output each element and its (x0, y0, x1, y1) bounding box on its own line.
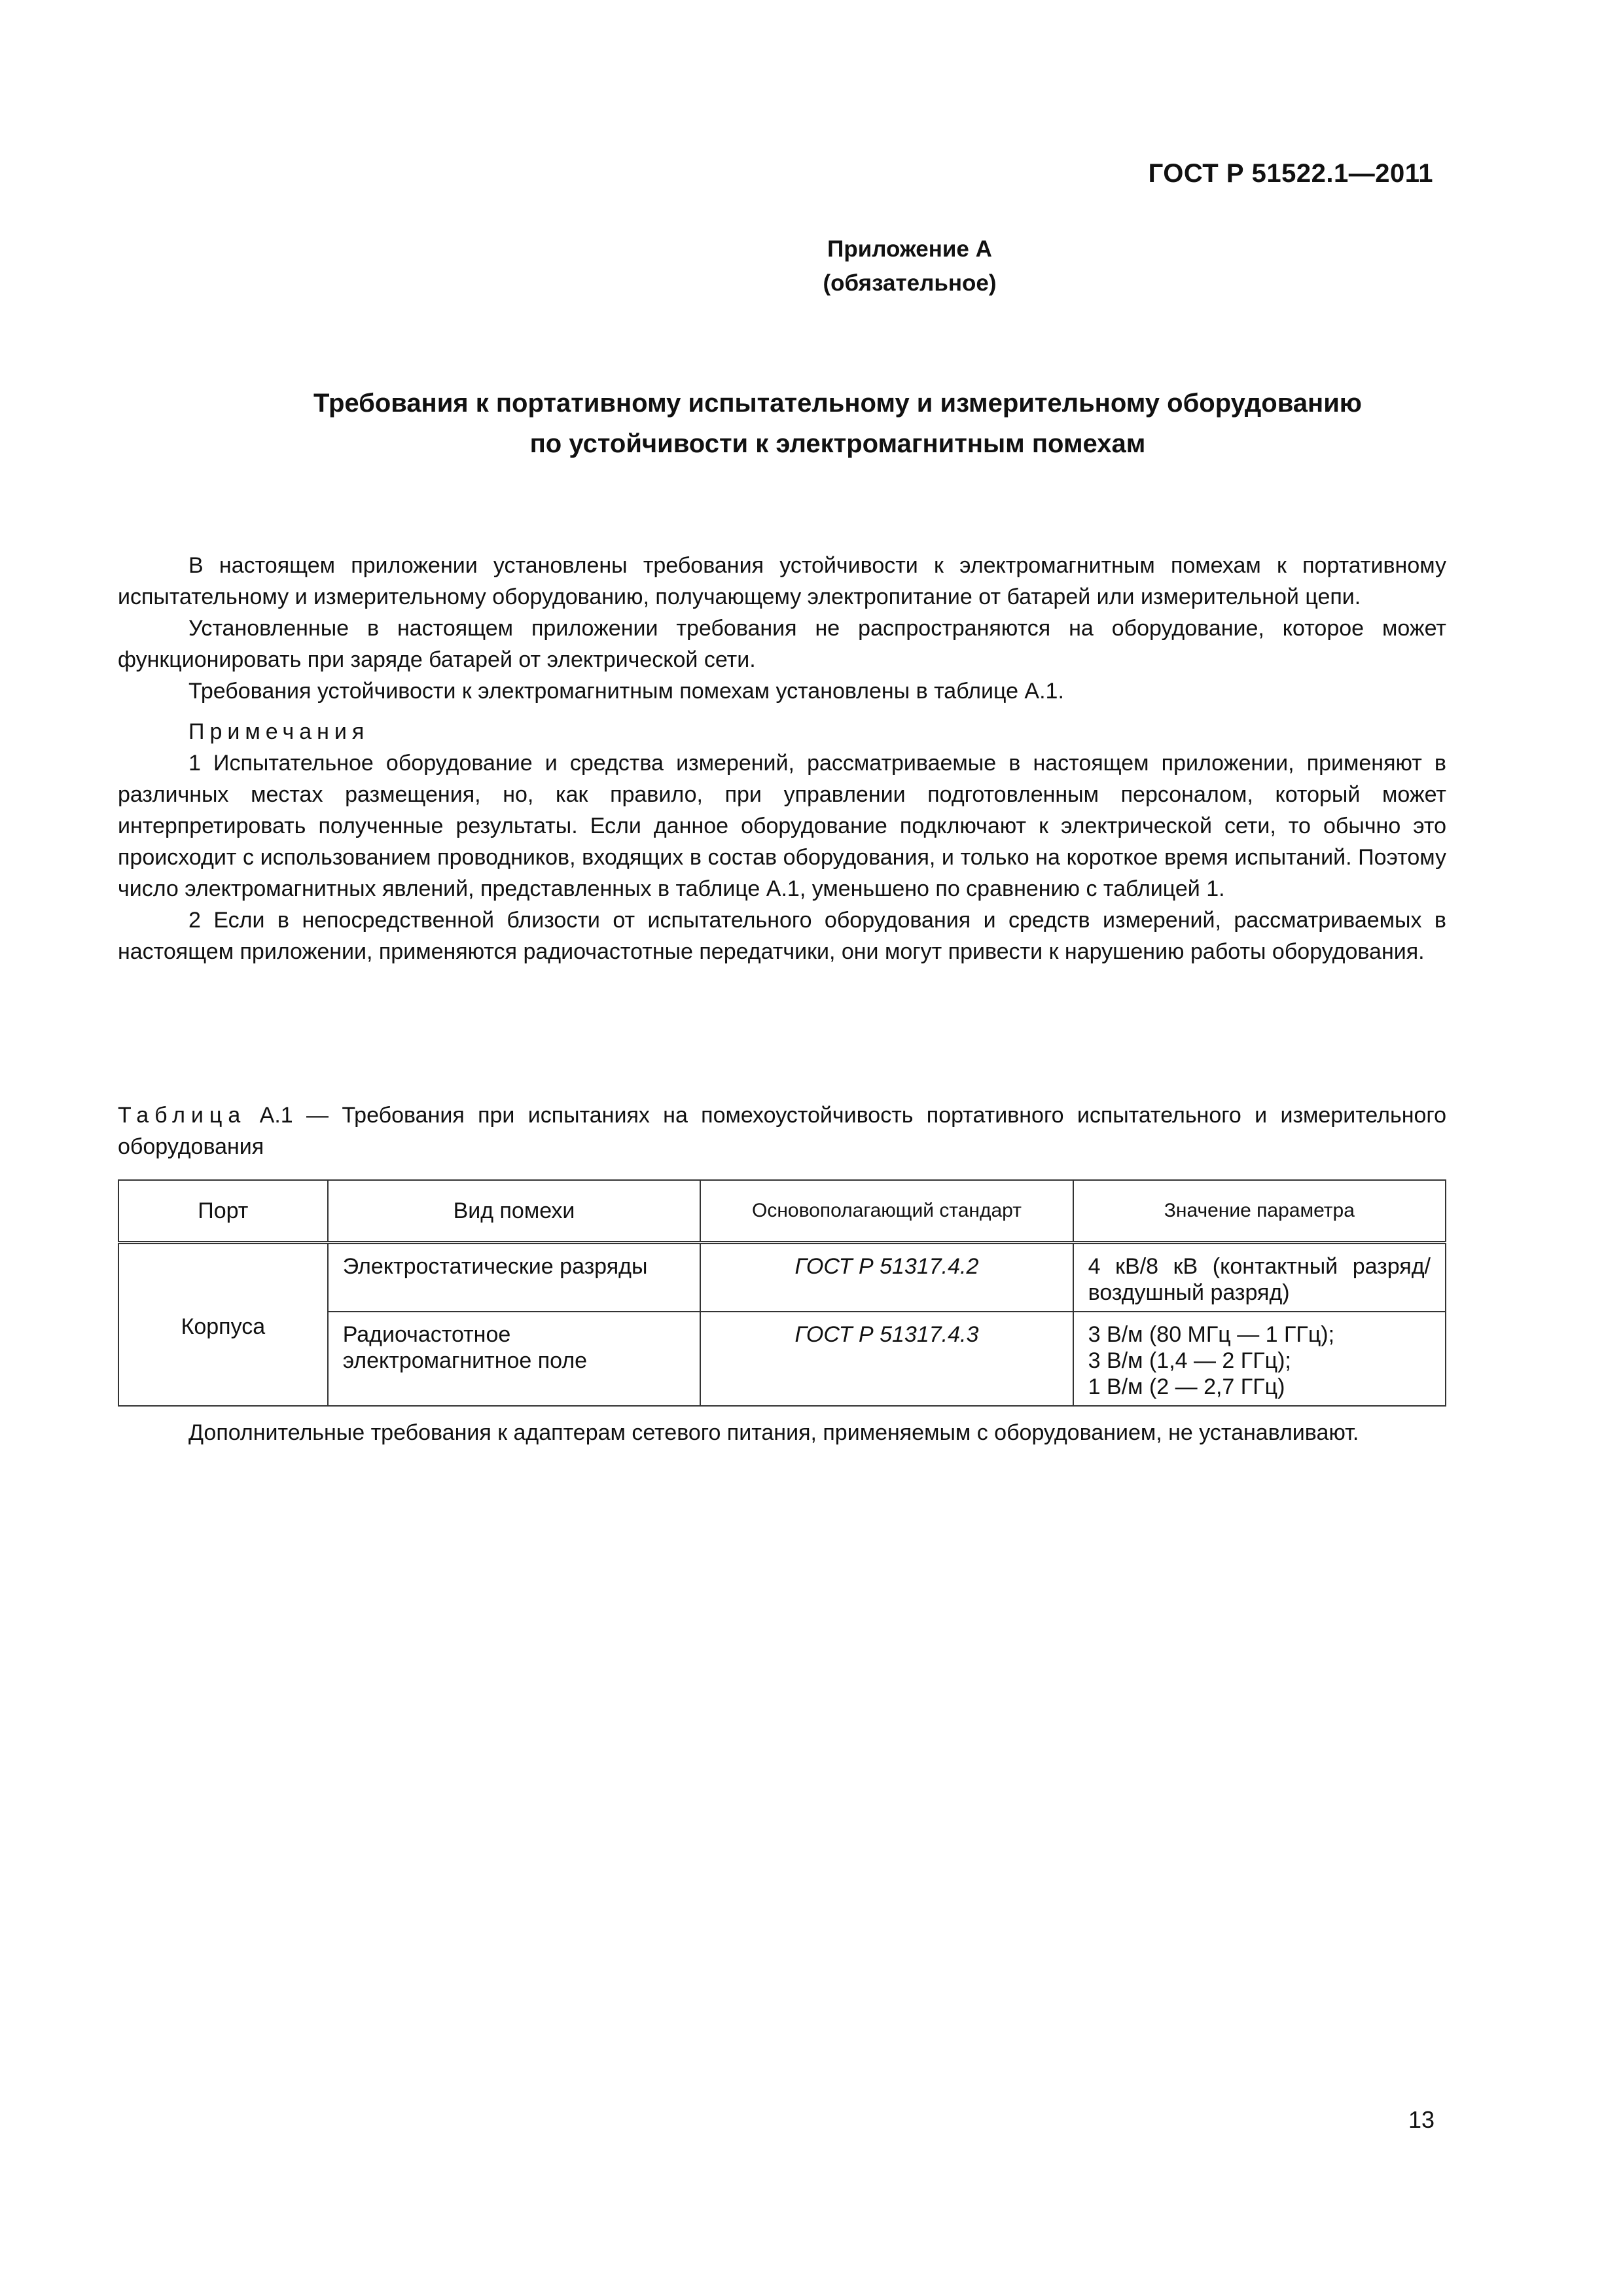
appendix-status: (обязательное) (823, 270, 997, 296)
appendix-heading (0, 232, 1623, 300)
section-title (118, 383, 1558, 464)
table-row (118, 1243, 1446, 1312)
kind-cell: Радиочастотное электромагнитное поле (328, 1312, 701, 1406)
value-line: 1 В/м (2 — 2,7 ГГц) (1088, 1374, 1285, 1399)
value-line: 3 В/м (80 МГц — 1 ГГц); (1088, 1322, 1335, 1347)
note-2: 2 Если в непосредственной близости от испытательного оборудования и средств измерений, рассматриваемых в настоящем приложении, применяются радиочастотные передатчики, они могут привести к нарушению работы оборудования. (118, 908, 1446, 964)
standard-cell: ГОСТ Р 51317.4.3 (700, 1312, 1073, 1406)
body-text (118, 550, 1446, 967)
standard-cell: ГОСТ Р 51317.4.2 (700, 1243, 1073, 1312)
table-caption-text: А.1 — Требования при испытаниях на помехоустойчивость портативного испытательного и измерительного оборудования (118, 1103, 1446, 1159)
paragraph-1: В настоящем приложении установлены требования устойчивости к электромагнитным помехам к портативному испытательному и измерительному оборудованию, получающему электропитание от батарей или измерительной цепи. (118, 553, 1446, 609)
port-cell: Корпуса (118, 1243, 328, 1407)
value-cell (1073, 1312, 1446, 1406)
notes-heading: Примечания (188, 719, 370, 744)
page-number: 13 (1408, 2106, 1435, 2133)
header-port: Порт (118, 1180, 328, 1243)
document-code: ГОСТ Р 51522.1—2011 (1148, 159, 1433, 188)
table-caption (118, 1100, 1446, 1162)
header-kind: Вид помехи (328, 1180, 701, 1243)
section-title-line2: по устойчивости к электромагнитным помехам (529, 429, 1146, 458)
value-line: 3 В/м (1,4 — 2 ГГц); (1088, 1348, 1291, 1373)
requirements-table (118, 1179, 1446, 1407)
value-cell: 4 кВ/8 кВ (контактный разряд/воздушный разряд) (1073, 1243, 1446, 1312)
section-title-line1: Требования к портативному испытательному и измерительному оборудованию (313, 389, 1362, 418)
note-1: 1 Испытательное оборудование и средства измерений, рассматриваемые в настоящем приложении, применяют в различных местах размещения, но, как правило, при управлении подготовленным персоналом, который может интерпретировать полученные результаты. Если данное оборудование подключают к электрической сети, то обычно это происходит с использованием проводников, входящих в состав оборудования, и только на короткое время испытаний. Поэтому число электромагнитных явлений, представленных в таблице А.1, уменьшено по сравнению с таблицей 1. (118, 751, 1446, 901)
table-caption-label: Таблица (118, 1103, 247, 1128)
appendix-title: Приложение А (827, 236, 992, 262)
header-value: Значение параметра (1073, 1180, 1446, 1243)
paragraph-3: Требования устойчивости к электромагнитным помехам установлены в таблице А.1. (188, 679, 1064, 704)
paragraph-2: Установленные в настоящем приложении требования не распространяются на оборудование, которое может функционировать при заряде батарей от электрической сети. (118, 616, 1446, 672)
kind-cell: Электростатические разряды (328, 1243, 701, 1312)
header-standard: Основополагающий стандарт (700, 1180, 1073, 1243)
footer-paragraph: Дополнительные требования к адаптерам сетевого питания, применяемым с оборудованием, не устанавливают. (188, 1420, 1359, 1445)
